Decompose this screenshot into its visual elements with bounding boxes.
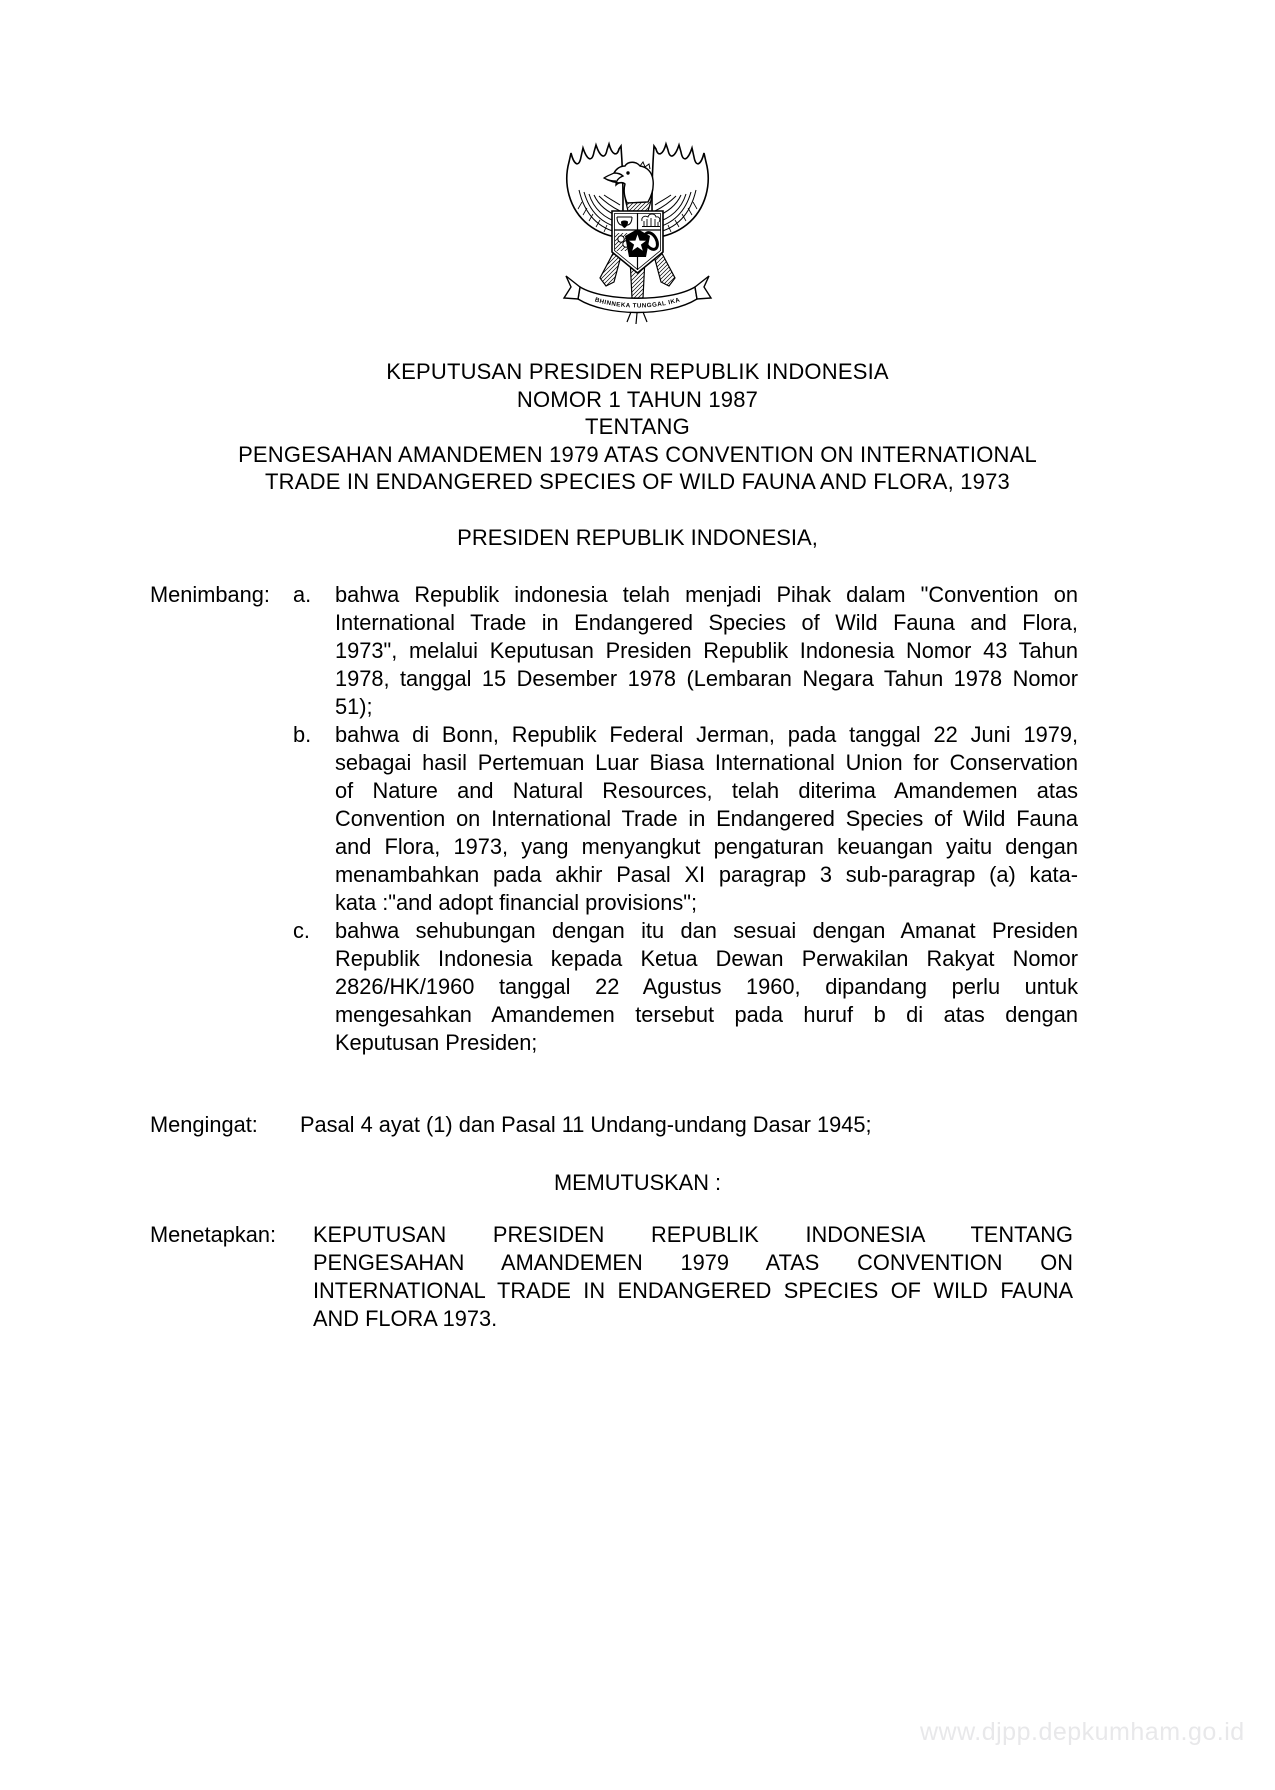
garuda-head — [604, 162, 653, 203]
paragraph-line: KEPUTUSAN PRESIDEN REPUBLIK INDONESIA TENTANG — [313, 1222, 1073, 1247]
paragraph-line: International Trade in Endangered Species of Wild Fauna and Flora, — [335, 610, 1078, 635]
paragraph-line: 51); — [335, 694, 373, 719]
paragraph-line: Republik Indonesia kepada Ketua Dewan Perwakilan Rakyat Nomor — [335, 946, 1078, 971]
menimbang-items — [293, 581, 1078, 1057]
document-page — [0, 140, 1275, 1790]
memutuskan-heading: MEMUTUSKAN : — [553, 1170, 722, 1195]
paragraph-line: bahwa Republik indonesia telah menjadi Pihak dalam "Convention on — [335, 582, 1078, 607]
section-menetapkan — [0, 1221, 1275, 1333]
garuda-pancasila-emblem — [560, 140, 715, 325]
paragraph-line: bahwa di Bonn, Republik Federal Jerman, pada tanggal 22 Juni 1979, — [335, 722, 1078, 747]
pancasila-shield — [612, 211, 663, 273]
item-marker: c. — [293, 918, 310, 943]
item-text — [335, 721, 1078, 917]
paragraph-line: bahwa sehubungan dengan itu dan sesuai dengan Amanat Presiden — [335, 918, 1078, 943]
menimbang-item-a — [293, 581, 1078, 721]
title-line-4: PENGESAHAN AMANDEMEN 1979 ATAS CONVENTION ON INTERNATIONAL — [238, 441, 1037, 467]
decree-body — [0, 581, 1275, 1333]
item-text — [335, 917, 1078, 1057]
menetapkan-text — [313, 1221, 1073, 1333]
paragraph-line: sebagai hasil Pertemuan Luar Biasa International Union for Conservation — [335, 750, 1078, 775]
paragraph-line: 2826/HK/1960 tanggal 22 Agustus 1960, dipandang perlu untuk — [335, 974, 1078, 999]
title-line-5: TRADE IN ENDANGERED SPECIES OF WILD FAUNA AND FLORA, 1973 — [265, 469, 1010, 494]
banner-motto-text: BHINNEKA TUNGGAL IKA — [593, 296, 682, 310]
mengingat-text: Pasal 4 ayat (1) dan Pasal 11 Undang-undang Dasar 1945; — [300, 1112, 872, 1137]
issuer-line: PRESIDEN REPUBLIK INDONESIA, — [457, 524, 818, 550]
mengingat-label: Mengingat: — [150, 1112, 258, 1137]
paragraph-line: of Nature and Natural Resources, telah diterima Amandemen atas — [335, 778, 1078, 803]
paragraph-line: Convention on International Trade in Endangered Species of Wild Fauna — [335, 806, 1078, 831]
paragraph-line: kata :"and adopt financial provisions"; — [335, 890, 698, 915]
menimbang-item-c — [293, 917, 1078, 1057]
paragraph-line: 1978, tanggal 15 Desember 1978 (Lembaran Negara Tahun 1978 Nomor — [335, 666, 1078, 691]
item-marker: b. — [293, 722, 312, 747]
paragraph-line: PENGESAHAN AMANDEMEN 1979 ATAS CONVENTION ON — [313, 1250, 1073, 1275]
menimbang-item-b — [293, 721, 1078, 917]
title-line-3: TENTANG — [585, 414, 690, 439]
menimbang-label: Menimbang: — [150, 582, 270, 607]
decree-title — [0, 358, 1275, 496]
paragraph-line: and Flora, 1973, yang menyangkut pengaturan keuangan yaitu dengan — [335, 834, 1078, 859]
item-marker: a. — [293, 582, 312, 607]
menetapkan-label: Menetapkan: — [150, 1222, 277, 1247]
title-line-1: KEPUTUSAN PRESIDEN REPUBLIK INDONESIA — [386, 359, 889, 384]
section-mengingat — [0, 1111, 1275, 1139]
paragraph-line: INTERNATIONAL TRADE IN ENDANGERED SPECIES OF WILD FAUNA — [313, 1278, 1073, 1303]
paragraph-line: mengesahkan Amandemen tersebut pada huruf b di atas dengan — [335, 1002, 1078, 1027]
paragraph-line: AND FLORA 1973. — [313, 1306, 498, 1331]
section-menimbang — [0, 581, 1275, 1057]
paragraph-line: Keputusan Presiden; — [335, 1030, 538, 1055]
title-line-2: NOMOR 1 TAHUN 1987 — [516, 386, 759, 412]
paragraph-line: 1973", melalui Keputusan Presiden Republik Indonesia Nomor 43 Tahun — [335, 638, 1078, 663]
item-text — [335, 581, 1078, 721]
paragraph-line: menambahkan pada akhir Pasal XI paragrap 3 sub-paragrap (a) kata- — [335, 862, 1078, 887]
watermark: www.djpp.depkumham.go.id — [920, 1718, 1245, 1746]
